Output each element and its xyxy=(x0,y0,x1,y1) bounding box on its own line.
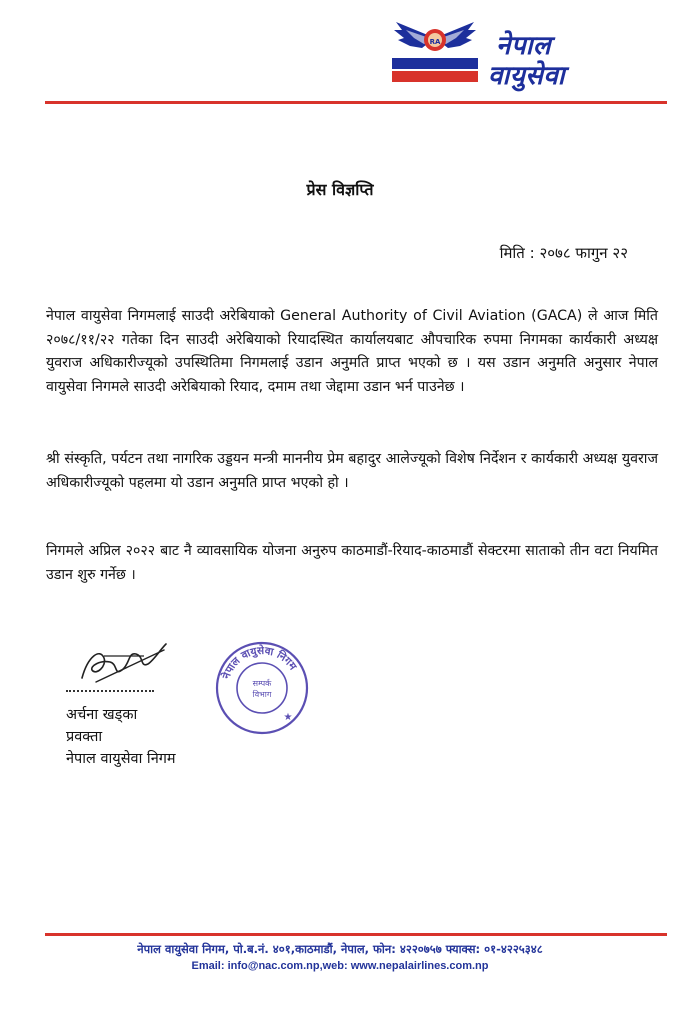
signature-line xyxy=(66,690,154,692)
footer-divider xyxy=(45,933,667,936)
handwritten-signature-icon xyxy=(74,636,170,688)
nepal-airlines-emblem-icon xyxy=(392,18,478,84)
header-divider xyxy=(45,101,667,104)
body-paragraph-3: निगमले अप्रिल २०२२ बाट नै व्यावसायिक योजना अनुरुप काठमाडौं-रियाद-काठमाडौं सेक्टरमा साताको तीन वटा नियमित उडान शुरु गर्नेछ । xyxy=(46,543,658,583)
svg-text:सम्पर्क: सम्पर्क xyxy=(252,679,272,688)
letter-date: मिति : २०७८ फागुन २२ xyxy=(499,244,628,262)
svg-text:नेपाल वायुसेवा निगम: नेपाल वायुसेवा निगम xyxy=(220,644,299,681)
signatory-name: अर्चना खड्का xyxy=(66,707,138,723)
logo-wordmark-line2: वायुसेवा xyxy=(488,61,566,91)
logo-wordmark-line1: नेपाल xyxy=(496,31,552,61)
svg-text:RA: RA xyxy=(429,38,441,46)
footer-contact: Email: info@nac.com.np,web: www.nepalairlines.com.np xyxy=(191,960,489,972)
footer-address: नेपाल वायुसेवा निगम, पो.ब.नं. ४०१,काठमाडौं, नेपाल, फोन: ४२२०७५७ फ्याक्स: ०१-४२२५३४८ xyxy=(137,942,543,956)
signatory-role: प्रवक्ता xyxy=(66,729,103,745)
page-title: प्रेस विज्ञप्ति xyxy=(306,180,374,199)
letterhead-logo xyxy=(392,18,632,90)
svg-text:★: ★ xyxy=(283,712,293,723)
svg-text:विभाग: विभाग xyxy=(252,690,272,699)
body-paragraph-1: नेपाल वायुसेवा निगमलाई साउदी अरेबियाको General Authority of Civil Aviation (GACA) ले आज मिति २०७८/११/२२ गतेका दिन साउदी अरेबियाको रियादस्थित कार्यालयबाट औपचारिक रुपमा निगमका कार्यकारी अध्यक्ष युवराज अधिकारीज्यूको उपस्थितिमा निगमलाई उडान अनुमति प्राप्त भएको छ । यस उडान अनुमति अनुसार नेपाल वायुसेवा निगमले साउदी अरेबियाको रियाद, दमाम तथा जेद्दामा उडान भर्न पाउनेछ । xyxy=(46,308,658,395)
signatory-organization: नेपाल वायुसेवा निगम xyxy=(66,751,176,767)
official-stamp-icon xyxy=(214,640,310,736)
body-paragraph-2: श्री संस्कृति, पर्यटन तथा नागरिक उड्डयन मन्त्री माननीय प्रेम बहादुर आलेज्यूको विशेष निर्देशन र कार्यकारी अध्यक्ष युवराज अधिकारीज्यूको पहलमा यो उडान अनुमति प्राप्त भएको हो । xyxy=(46,451,658,491)
